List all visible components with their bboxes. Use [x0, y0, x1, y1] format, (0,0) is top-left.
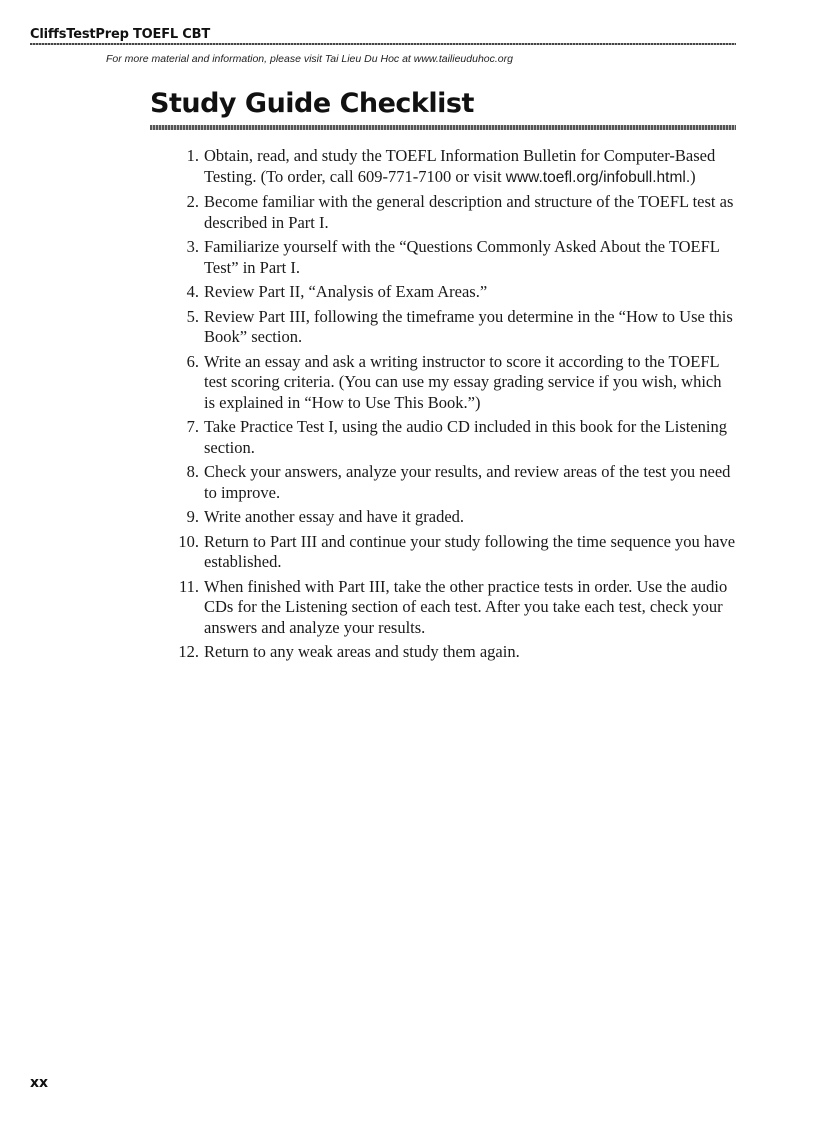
source-note: For more material and information, please visit Tai Lieu Du Hoc at www.tailieuduhoc.org [106, 53, 513, 65]
checklist-item [170, 146, 736, 188]
item-text: Check your answers, analyze your results, and review areas of the test you need to improve. [204, 462, 731, 502]
page-title: Study Guide Checklist [150, 88, 474, 119]
item-number: 9. [186, 507, 199, 526]
item-number: 3. [186, 237, 199, 256]
study-checklist [170, 146, 736, 667]
item-text: When finished with Part III, take the other practice tests in order. Use the audio CDs for the Listening section of each test. After you take each test, check your answers and analyze your results. [204, 576, 728, 637]
item-text: Write another essay and have it graded. [204, 507, 465, 526]
page-number: xx [30, 1075, 49, 1091]
item-number: 1. [186, 146, 199, 165]
checklist-item [170, 532, 736, 573]
item-text: Return to Part III and continue your study following the time sequence you have established. [204, 531, 736, 571]
checklist-item [170, 577, 736, 639]
item-text: Write an essay and ask a writing instructor to score it according to the TOEFL test scoring criteria. (You can use my essay grading service if you wish, which is explained in “How to Use This Book.”) [204, 351, 722, 412]
checklist-item [170, 642, 736, 663]
item-number: 10. [178, 531, 199, 551]
item-text: Become familiar with the general description and structure of the TOEFL test as described in Part I. [204, 192, 734, 232]
checklist-item [170, 307, 736, 348]
item-number: 4. [186, 282, 199, 301]
item-number: 7. [186, 417, 199, 436]
checklist-item [170, 507, 736, 528]
item-text: Take Practice Test I, using the audio CD included in this book for the Listening section. [204, 417, 727, 457]
item-text: Obtain, read, and study the TOEFL Information Bulletin for Computer-Based Testing. (To order, call 609-771-7100 or visit [204, 146, 716, 186]
checklist-item [170, 282, 736, 303]
item-text: Return to any weak areas and study them again. [204, 642, 520, 661]
checklist-item [170, 192, 736, 233]
header-rule [30, 43, 736, 45]
item-number: 11. [178, 576, 199, 596]
item-text: Familiarize yourself with the “Questions Commonly Asked About the TOEFL Test” in Part I. [204, 237, 720, 277]
running-head: CliffsTestPrep TOEFL CBT [30, 27, 211, 42]
item-number: 6. [186, 351, 199, 371]
item-text: Review Part III, following the timeframe you determine in the “How to Use this Book” section. [204, 306, 733, 346]
item-text: Review Part II, “Analysis of Exam Areas.” [204, 282, 488, 301]
title-rule [150, 125, 736, 130]
item-number: 5. [186, 306, 199, 326]
checklist-item [170, 237, 736, 278]
item-number: 12. [178, 642, 199, 661]
checklist-item [170, 352, 736, 414]
item-number: 8. [186, 462, 199, 481]
item-text-end: ) [690, 166, 696, 186]
checklist-item [170, 462, 736, 503]
item-number: 2. [186, 192, 199, 211]
checklist-item [170, 417, 736, 458]
bulletin-url: www.toefl.org/infobull.html. [505, 168, 691, 186]
